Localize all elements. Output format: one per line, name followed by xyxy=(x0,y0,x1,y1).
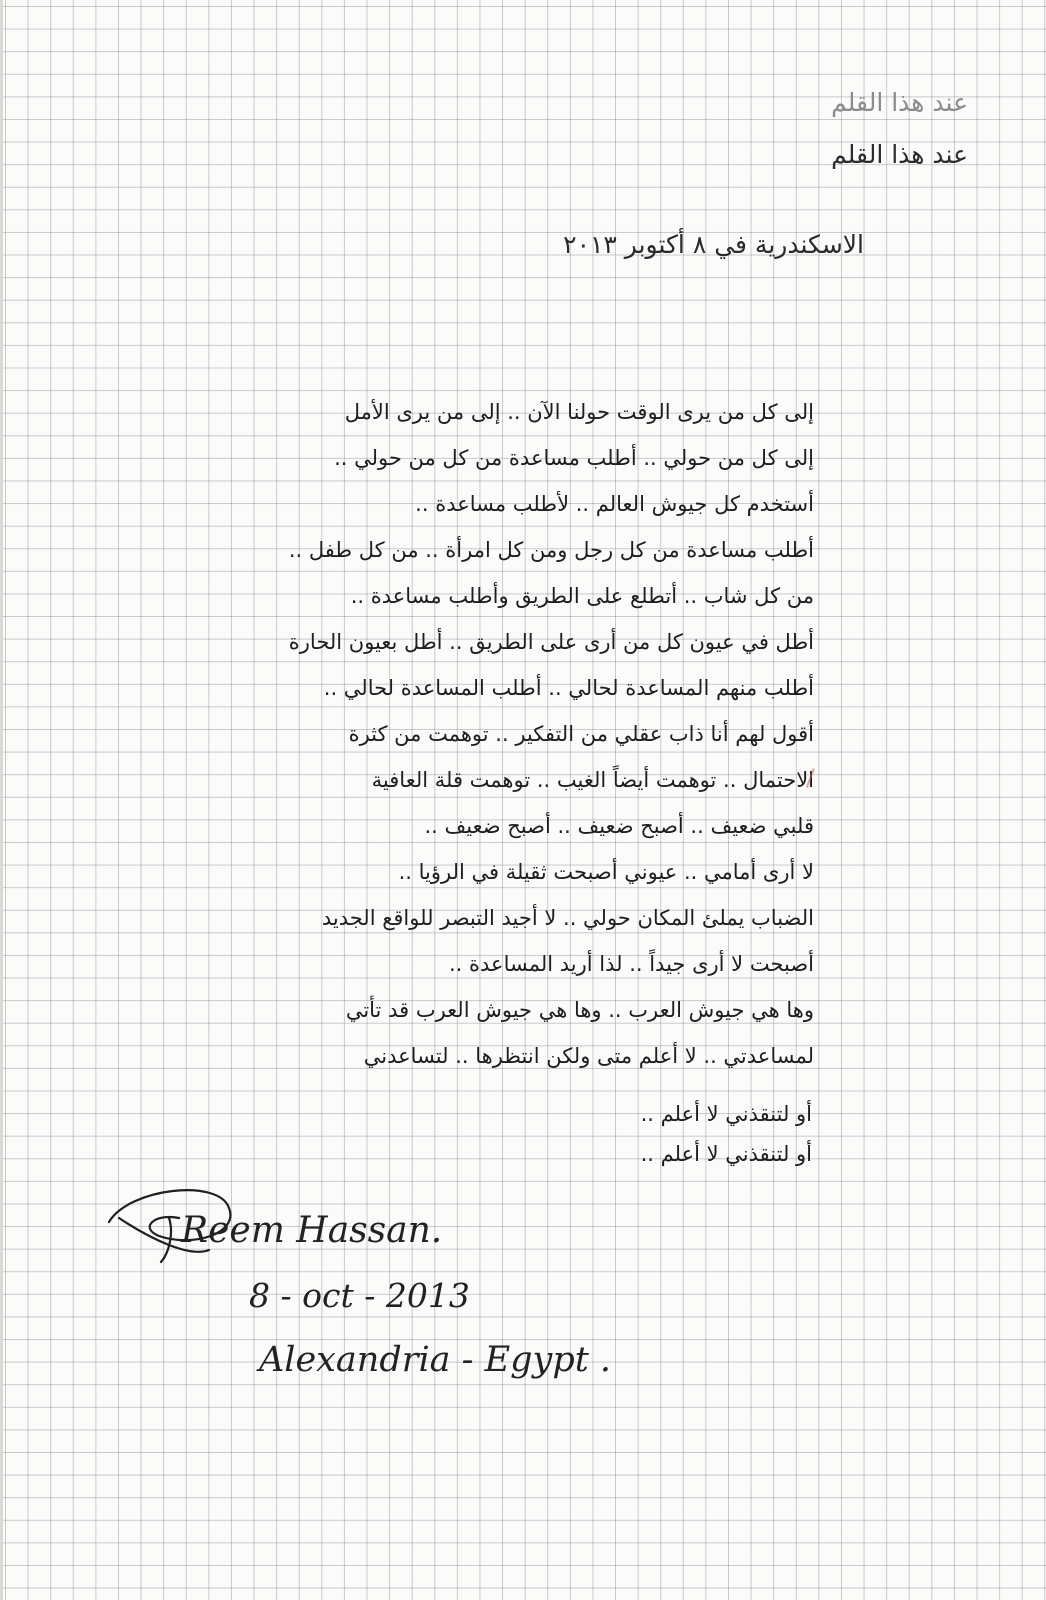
body-line: أستخدم كل جيوش العالم .. لأطلب مساعدة .. xyxy=(415,492,814,516)
closing-line: أو لتنقذني لا أعلم .. xyxy=(640,1102,812,1126)
header-line-faint: عند هذا القلم xyxy=(831,88,968,117)
signature-name: Reem Hassan. xyxy=(181,1210,443,1251)
header-line: عند هذا القلم xyxy=(831,140,968,169)
closing-lines xyxy=(641,1096,812,1176)
body-line: أطلب منهم المساعدة لحالي .. أطلب المساعدة لحالي .. xyxy=(323,676,814,700)
body-line: وها هي جيوش العرب .. وها هي جيوش العرب قد تأتي xyxy=(345,998,814,1022)
body-line: أطل في عيون كل من أرى على الطريق .. أطل بعيون الحارة xyxy=(288,630,814,654)
body-line: قلبي ضعيف .. أصبح ضعيف .. أصبح ضعيف .. xyxy=(424,814,814,838)
arabic-date: الاسكندرية في ٨ أكتوبر ٢٠١٣ xyxy=(563,230,864,259)
closing-line: أو لتنقذني لا أعلم .. xyxy=(640,1142,812,1166)
body-line: إلى كل من يرى الوقت حولنا الآن .. إلى من يرى الأمل xyxy=(344,400,814,424)
body-line: أصبحت لا أرى جيداً .. لذا أريد المساعدة .. xyxy=(448,952,814,976)
body-line: الضباب يملئ المكان حولي .. لا أجيد التبصر للواقع الجديد xyxy=(321,906,814,930)
letter-body xyxy=(289,392,814,1082)
body-line: أقول لهم أنا ذاب عقلي من التفكير .. توهمت من كثرة xyxy=(348,722,814,746)
body-line: إلى كل من حولي .. أطلب مساعدة من كل من حولي .. xyxy=(334,446,814,470)
body-line: أطلب مساعدة من كل رجل ومن كل امرأة .. من كل طفل .. xyxy=(288,538,814,562)
body-line: الاحتمال .. توهمت أيضاً الغيب .. توهمت قلة العافية xyxy=(371,768,814,792)
latin-date: 8 - oct - 2013 xyxy=(249,1276,470,1315)
body-line: من كل شاب .. أتطلع على الطريق وأطلب مساعدة .. xyxy=(350,584,814,608)
place-line: Alexandria - Egypt . xyxy=(259,1340,612,1380)
body-line: لا أرى أمامي .. عيوني أصبحت ثقيلة في الرؤيا .. xyxy=(398,860,814,884)
body-line: لمساعدتي .. لا أعلم متى ولكن انتظرها .. لتساعدني xyxy=(363,1044,814,1068)
